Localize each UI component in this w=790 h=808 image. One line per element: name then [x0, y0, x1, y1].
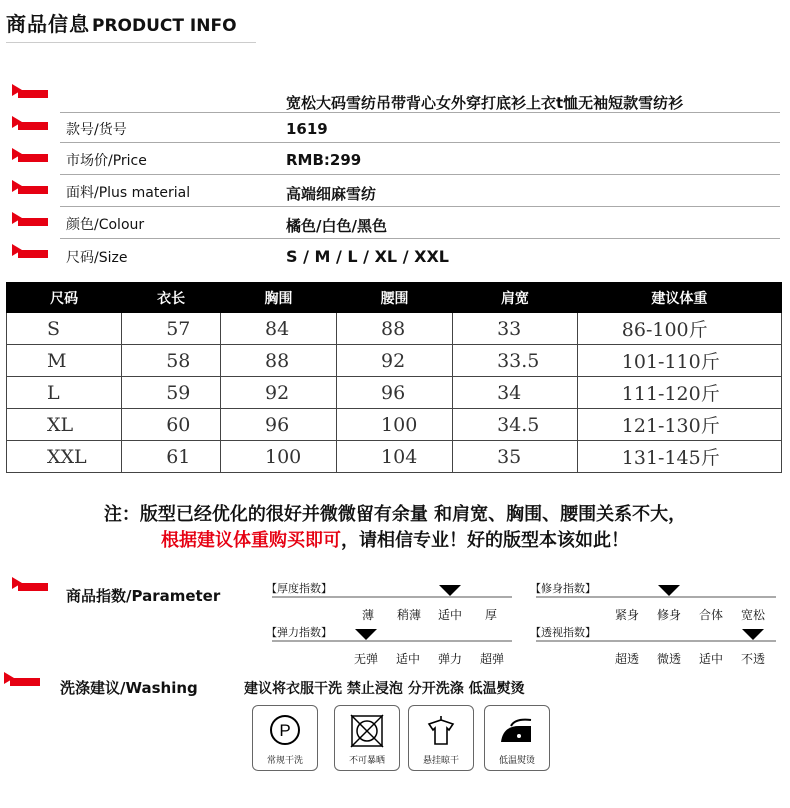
red-flag-icon — [12, 116, 52, 134]
product-name: 宽松大码雪纺吊带背心女外穿打底衫上衣t恤无袖短款雪纺衫 — [286, 94, 684, 112]
size-value: S / M / L / XL / XXL — [286, 247, 449, 266]
table-cell: XL — [7, 409, 122, 441]
gauge-option: 不透 — [740, 652, 766, 666]
table-cell: 34 — [453, 377, 578, 409]
gauge-title: 【厚度指数】 — [266, 582, 332, 595]
table-cell: 61 — [122, 441, 221, 473]
gauge-marker-icon — [742, 629, 764, 640]
title-english: PRODUCT INFO — [92, 16, 237, 36]
low-iron-icon — [484, 705, 550, 771]
divider — [60, 206, 780, 207]
icon-caption: 不可暴晒 — [348, 756, 385, 766]
hang-dry-glyph — [421, 712, 461, 752]
gauge-line — [536, 640, 776, 642]
low-iron-glyph — [497, 712, 541, 752]
gauge-marker-icon — [658, 585, 680, 596]
gauge-option: 修身 — [656, 608, 682, 622]
transparency-gauge — [530, 626, 780, 676]
table-cell: 104 — [337, 441, 453, 473]
table-cell: 88 — [221, 345, 337, 377]
table-row — [7, 409, 782, 441]
divider — [60, 112, 780, 113]
no-tumble-dry-icon — [334, 705, 400, 771]
table-cell: 33 — [453, 313, 578, 345]
table-row — [7, 345, 782, 377]
gauge-option: 合体 — [698, 608, 724, 622]
icon-caption: 常规干洗 — [266, 756, 303, 766]
table-cell: 100 — [221, 441, 337, 473]
red-flag-icon — [12, 84, 52, 102]
table-cell: 88 — [337, 313, 453, 345]
divider — [60, 174, 780, 175]
no-tumble-dry-glyph — [347, 712, 387, 752]
table-cell: 131-145斤 — [577, 441, 781, 473]
gauge-option: 适中 — [437, 608, 463, 622]
table-header-row — [7, 283, 782, 313]
red-flag-icon — [4, 672, 44, 690]
gauge-option: 紧身 — [614, 608, 640, 622]
red-flag-icon — [12, 244, 52, 262]
column-header: 衣长 — [122, 283, 221, 313]
table-cell: 92 — [221, 377, 337, 409]
size-label: 尺码/Size — [66, 250, 128, 266]
fit-note-emphasis: 根据建议体重购买即可 — [161, 530, 341, 551]
gauge-option: 适中 — [395, 652, 421, 666]
gauge-option: 超弹 — [479, 652, 505, 666]
parameter-label: 商品指数/Parameter — [66, 587, 221, 605]
icon-caption: 悬挂晾干 — [422, 756, 459, 766]
table-cell: 96 — [221, 409, 337, 441]
table-cell: XXL — [7, 441, 122, 473]
table-cell: 33.5 — [453, 345, 578, 377]
table-cell: S — [7, 313, 122, 345]
fit-note-rest: ，请相信专业！好的版型本该如此！ — [341, 530, 629, 551]
gauge-line — [536, 596, 776, 598]
gauge-option: 无弹 — [353, 652, 379, 666]
dry-clean-icon — [252, 705, 318, 771]
gauge-option: 适中 — [698, 652, 724, 666]
svg-text:P: P — [279, 721, 291, 740]
table-cell: 35 — [453, 441, 578, 473]
table-cell: 101-110斤 — [577, 345, 781, 377]
colour-label: 颜色/Colour — [66, 217, 145, 233]
table-cell: 121-130斤 — [577, 409, 781, 441]
table-cell: L — [7, 377, 122, 409]
elasticity-gauge — [266, 626, 516, 676]
gauge-title: 【透视指数】 — [530, 626, 596, 639]
fit-note-line-2 — [0, 526, 790, 552]
column-header: 腰围 — [337, 283, 453, 313]
column-header: 建议体重 — [577, 283, 781, 313]
divider — [6, 42, 256, 43]
hang-dry-icon — [408, 705, 474, 771]
table-cell: 60 — [122, 409, 221, 441]
divider — [60, 238, 780, 239]
title-chinese: 商品信息 — [6, 12, 90, 36]
table-cell: 59 — [122, 377, 221, 409]
gauge-line — [272, 596, 512, 598]
style-number-label: 款号/货号 — [66, 122, 127, 138]
red-flag-icon — [12, 148, 52, 166]
gauge-title: 【弹力指数】 — [266, 626, 332, 639]
table-cell: 100 — [337, 409, 453, 441]
table-row — [7, 377, 782, 409]
table-cell: 57 — [122, 313, 221, 345]
table-cell: 96 — [337, 377, 453, 409]
table-cell: 84 — [221, 313, 337, 345]
price-label: 市场价/Price — [66, 153, 147, 169]
washing-label: 洗涤建议/Washing — [60, 679, 198, 697]
gauge-marker-icon — [355, 629, 377, 640]
table-cell: 92 — [337, 345, 453, 377]
table-row — [7, 441, 782, 473]
gauge-option: 薄 — [361, 608, 375, 622]
column-header: 尺码 — [7, 283, 122, 313]
table-row — [7, 313, 782, 345]
dry-clean-glyph — [265, 712, 305, 752]
red-flag-icon — [12, 577, 52, 595]
table-cell: 111-120斤 — [577, 377, 781, 409]
column-header: 肩宽 — [453, 283, 578, 313]
gauge-option: 弹力 — [437, 652, 463, 666]
icon-caption: 低温熨烫 — [498, 756, 535, 766]
washing-instructions: 建议将衣服干洗 禁止浸泡 分开洗涤 低温熨烫 — [244, 681, 525, 697]
gauge-line — [272, 640, 512, 642]
table-cell: 58 — [122, 345, 221, 377]
section-title — [6, 8, 237, 37]
colour-value: 橘色/白色/黑色 — [286, 217, 387, 235]
gauge-option: 宽松 — [740, 608, 766, 622]
gauge-option: 超透 — [614, 652, 640, 666]
gauge-marker-icon — [439, 585, 461, 596]
red-flag-icon — [12, 180, 52, 198]
gauge-option: 稍薄 — [396, 608, 422, 622]
size-table — [6, 282, 782, 473]
price-value: RMB:299 — [286, 151, 362, 169]
gauge-option: 厚 — [484, 608, 498, 622]
gauge-option: 微透 — [656, 652, 682, 666]
fit-note-line-1: 注：版型已经优化的很好并微微留有余量 和肩宽、胸围、腰围关系不大， — [103, 504, 687, 525]
material-value: 高端细麻雪纺 — [286, 185, 377, 203]
divider — [60, 142, 780, 143]
material-label: 面料/Plus material — [66, 185, 191, 201]
table-cell: 34.5 — [453, 409, 578, 441]
style-number-value: 1619 — [286, 120, 328, 138]
red-flag-icon — [12, 212, 52, 230]
table-cell: 86-100斤 — [577, 313, 781, 345]
gauge-title: 【修身指数】 — [530, 582, 596, 595]
table-cell: M — [7, 345, 122, 377]
column-header: 胸围 — [221, 283, 337, 313]
